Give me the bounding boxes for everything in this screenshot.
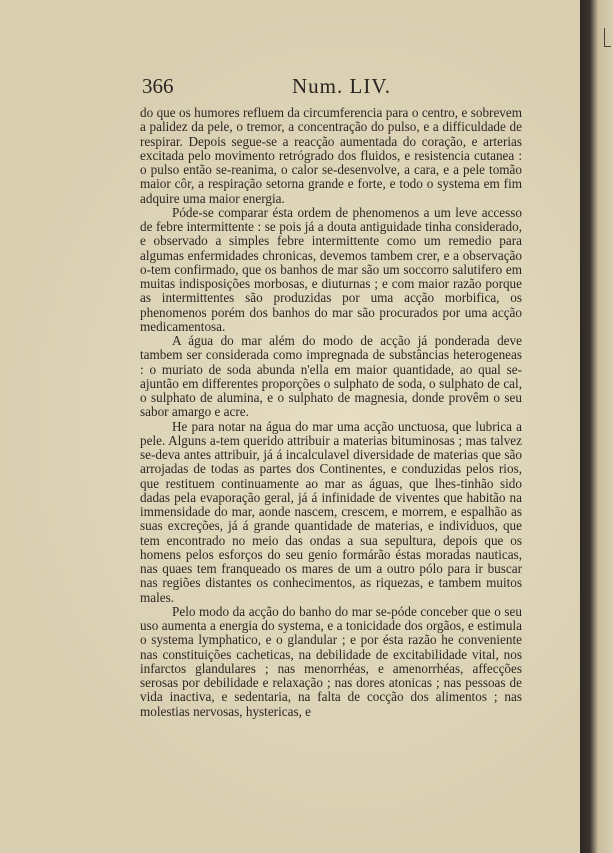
paragraph-2: Póde-se comparar ésta ordem de phenomenos a um leve accesso de febre intermittente : se pois já a douta antiguidade tinha considerado, e observado a simples febre intermittente como um remedio para algumas enfermidades chronicas, devemos tambem crer, e a observação o-tem confirmado, que os banhos de mar são um soccorro salutifero em muitas indisposições morbosas, e diuturnas ; e com maior razão porque as intermittentes são produzidas por uma acção morbifica, os phenomenos porém dos banhos do mar são procurados por uma acção medicamentosa. <box>140 204 522 334</box>
paragraph-5: Pelo modo da acção do banho do mar se-póde conceber que o seu uso aumenta a energia do systema, e a tonicidade dos orgãos, e estimula o systema lymphatico, e o glandular ; e por ésta razão he conveniente nas constituições cacheticas, na debilidade de excitabilidade vital, nos infarctos glandulares ; nas menorrhéas, e amenorrhéas, affecções serosas por debilidade e relaxação ; nas dores atonicas ; nas pessoas de vida inactiva, e sedentaria, na falta de cocção dos alimentos ; nas molestias nervosas, hystericas, e <box>140 603 522 719</box>
running-title: Num. LIV. <box>292 74 392 98</box>
paragraph-3: A água do mar além do modo de acção já ponderada deve tambem ser considerada como impregnada de substâncias heterogeneas : o muriato de soda abunda n'ella em maior quantidade, ao qual se-ajuntão em differentes proporções o sulphato de soda, o sulphato de cal, o sulphato de alumina, e o sulphato de magnesia, donde provêm o seu sabor amargo e acre. <box>140 333 522 420</box>
page-header <box>142 74 522 102</box>
facing-page-mark <box>604 28 611 47</box>
book-gutter-edge <box>580 0 613 853</box>
paragraph-1: do que os humores refluem da circumferencia para o centro, e sobrevem a palidez da pele, o tremor, a concentração do pulso, e a difficuldade de respirar. Depois segue-se a reacção aumentada do coração, e arterias excitada pelo movimento retrógrado dos fluidos, e resistencia cutanea : o pulso então se-reanima, o calor se-desenvolve, a cara, e a pele tomão maior côr, a respiração setorna grande e forte, e todo o systema em fim adquire uma maior energia. <box>140 105 522 206</box>
page-number: 366 <box>142 74 174 98</box>
body-text <box>140 106 522 719</box>
paragraph-4: He para notar na água do mar uma acção unctuosa, que lubrica a pele. Alguns a-tem querido attribuir a materias bituminosas ; mas talvez se-deva antes attribuir, já á incalculavel diversidade de materias que são arrojadas de todas as partes dos Continentes, e conduzidas pelos rios, que restituem continuamente ao mar as águas, que lhes-tinhão sido dadas pela evaporação geral, já á infinidade de viventes que habitão na immensidade do mar, aonde nascem, crescem, e morrem, e espalhão as suas excreções, já á grande quantidade de materias, e individuos, que tem encontrado no meio das ondas a sua sepultura, depois que os homens pelos esforços do seu genio formárão éstas moradas nauticas, nas quaes tem franqueado os mares de um a outro pólo para ir buscar nas regiões distantes os conhecimentos, as riquezas, e tambem muitos males. <box>140 418 522 605</box>
